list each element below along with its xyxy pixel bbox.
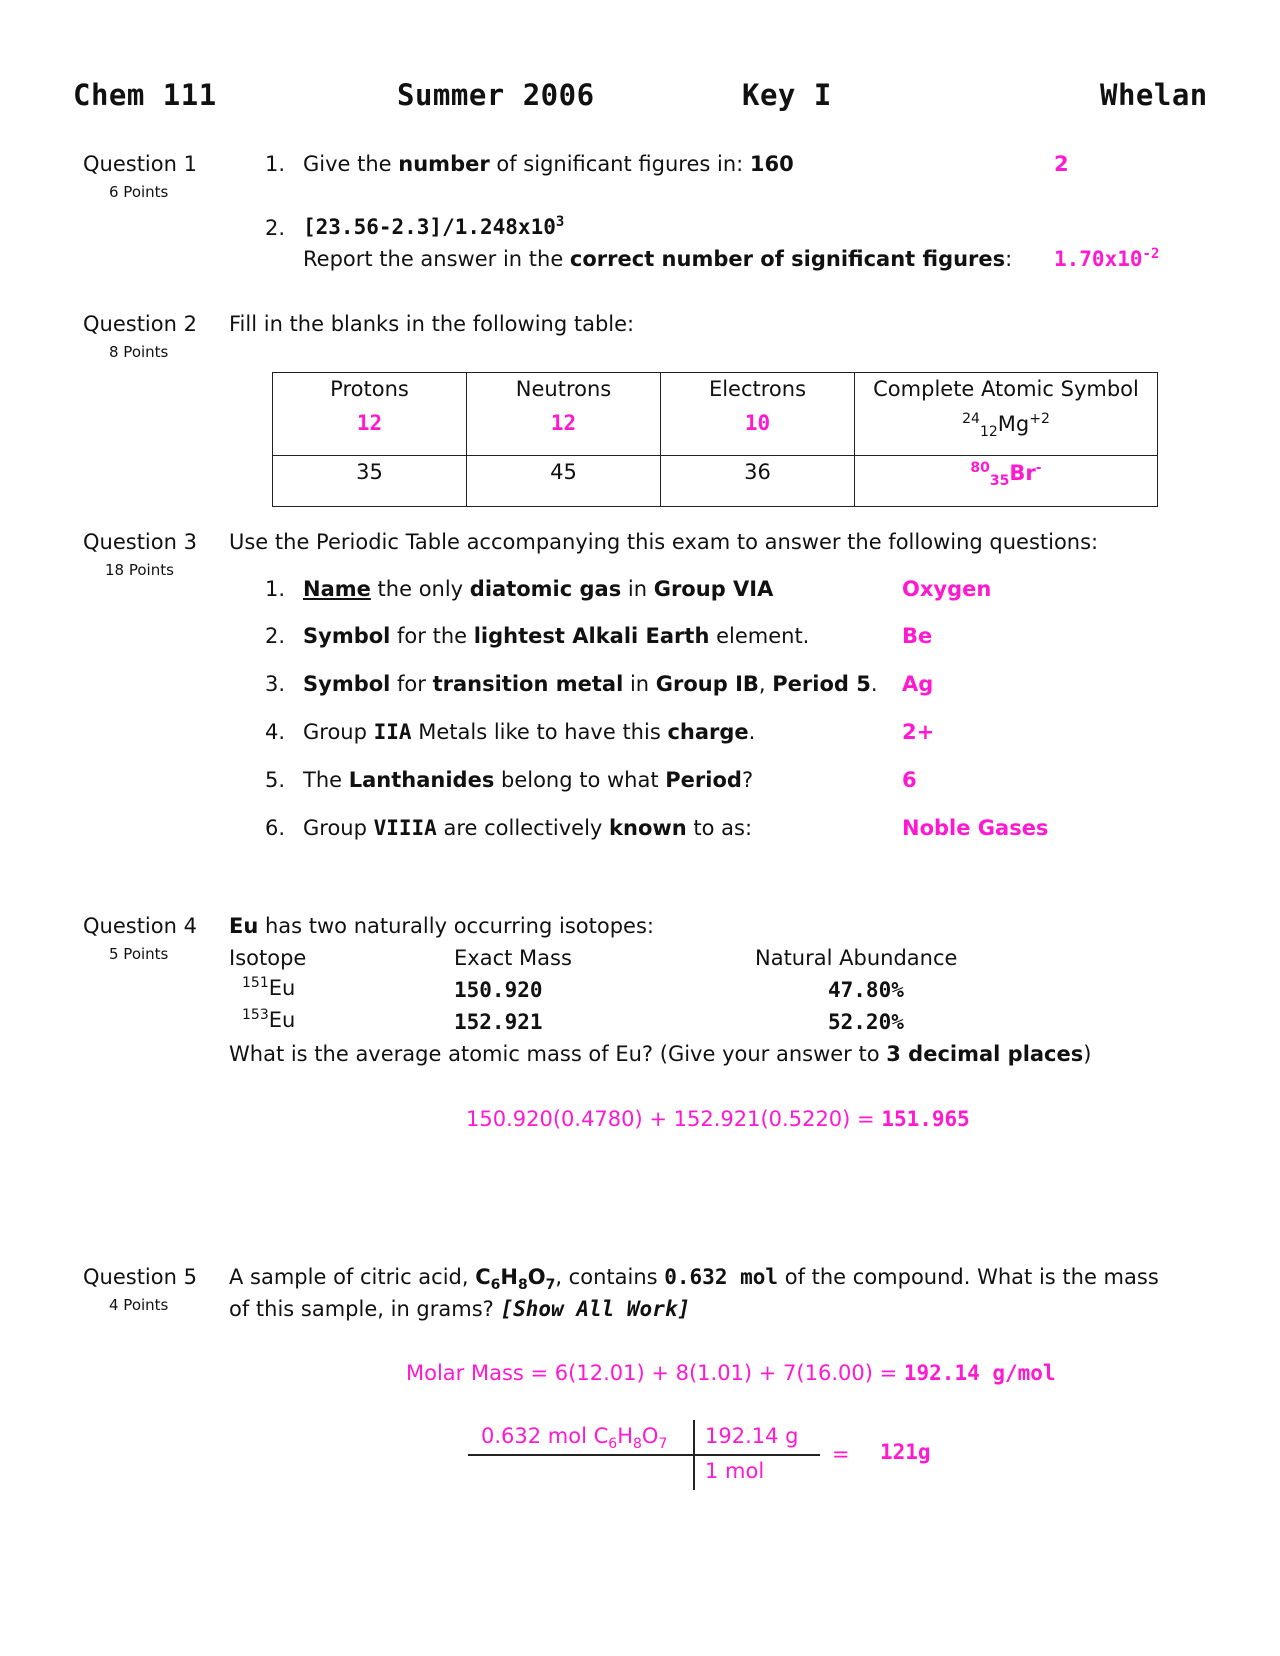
- q3-item4-num: 4.: [265, 720, 286, 744]
- q3-item6-text: Group VIIIA are collectively known to as:: [303, 816, 753, 840]
- q2-row2-protons: 35: [273, 456, 467, 507]
- q4-row2-isotope: $^{153}$Eu: [242, 1007, 296, 1032]
- q1-item1-num: 1.: [265, 152, 286, 176]
- q5-line1: A sample of citric acid, $C_6H_8O_7$, contains 0.632 mol of the compound. What is the mass: [229, 1265, 1159, 1294]
- q5-conv-denominator-right: 1 mol: [705, 1459, 765, 1483]
- q5-molar-mass: Molar Mass = 6(12.01) + 8(1.01) + 7(16.00) = 192.14 g/mol: [406, 1361, 1056, 1385]
- term-title: Summer 2006: [397, 78, 595, 112]
- course-title: Chem 111: [73, 78, 217, 112]
- q2-header-protons: Protons: [273, 373, 467, 412]
- q2-row2-neutrons: 45: [467, 456, 661, 507]
- q5-line2: of this sample, in grams? [Show All Work]: [229, 1297, 691, 1321]
- q4-col-isotope: Isotope: [229, 946, 307, 970]
- q2-row-2: [273, 456, 1158, 507]
- q1-item1-answer: 2: [1054, 152, 1069, 176]
- q4-question: What is the average atomic mass of Eu? (Give your answer to 3 decimal places): [229, 1042, 1092, 1066]
- q2-table: [272, 372, 1158, 507]
- q2-header-symbol: Complete Atomic Symbol: [855, 373, 1158, 412]
- q2-points: 8 Points: [109, 343, 169, 361]
- q1-item1-text: Give the number of significant figures in: 160: [303, 152, 794, 176]
- q2-row1-electrons: 10: [661, 411, 855, 456]
- q5-equals: =: [832, 1442, 850, 1466]
- q2-header-electrons: Electrons: [661, 373, 855, 412]
- q4-label: Question 4: [83, 914, 197, 938]
- key-title: Key I: [742, 78, 832, 112]
- q3-item6-num: 6.: [265, 816, 286, 840]
- q3-item2-num: 2.: [265, 624, 286, 648]
- q3-item4-text: Group IIA Metals like to have this charge.: [303, 720, 756, 744]
- q2-row-1: [273, 411, 1158, 456]
- q3-label: Question 3: [83, 530, 197, 554]
- q2-row2-electrons: 36: [661, 456, 855, 507]
- q4-points: 5 Points: [109, 945, 169, 963]
- q2-row1-neutrons: 12: [467, 411, 661, 456]
- q1-item2-answer: $1.70x10^{-2}$: [1054, 246, 1160, 271]
- q4-intro: Eu has two naturally occurring isotopes:: [229, 914, 654, 938]
- q3-item1-answer: Oxygen: [902, 577, 992, 601]
- q1-item2-expression: $[23.56-2.3]/1.248x10^3$: [303, 214, 565, 239]
- q4-col-mass: Exact Mass: [454, 946, 572, 970]
- q2-row1-symbol: $^{24}_{12}Mg^{+2}$: [855, 411, 1158, 456]
- q3-item6-answer: Noble Gases: [902, 816, 1049, 840]
- q4-work: 150.920(0.4780) + 152.921(0.5220) = 151.965: [466, 1107, 970, 1131]
- q4-row1-isotope: $^{151}$Eu: [242, 975, 296, 1000]
- q3-item4-answer: 2+: [902, 720, 935, 744]
- q4-row1-abundance: 47.80%: [828, 978, 904, 1002]
- q1-points: 6 Points: [109, 183, 169, 201]
- q5-conv-numerator-right: 192.14 g: [705, 1424, 799, 1448]
- q3-item3-text: Symbol for transition metal in Group IB, Period 5.: [303, 672, 878, 696]
- q2-header-neutrons: Neutrons: [467, 373, 661, 412]
- q2-header-row: [273, 373, 1158, 412]
- q5-answer: 121g: [880, 1440, 931, 1464]
- instructor-name: Whelan: [1100, 78, 1208, 112]
- q4-col-abundance: Natural Abundance: [755, 946, 958, 970]
- q5-points: 4 Points: [109, 1296, 169, 1314]
- q3-item3-answer: Ag: [902, 672, 934, 696]
- q3-prompt: Use the Periodic Table accompanying this exam to answer the following questions:: [229, 530, 1099, 554]
- q2-prompt: Fill in the blanks in the following table:: [229, 312, 635, 336]
- q4-row2-abundance: 52.20%: [828, 1010, 904, 1034]
- q3-item5-num: 5.: [265, 768, 286, 792]
- q3-item5-answer: 6: [902, 768, 917, 792]
- q3-item2-text: Symbol for the lightest Alkali Earth element.: [303, 624, 810, 648]
- q2-row1-protons: 12: [273, 411, 467, 456]
- q3-item1-text: Name the only diatomic gas in Group VIA: [303, 577, 774, 601]
- q1-item2-instruction: Report the answer in the correct number of significant figures:: [303, 247, 1013, 271]
- q3-points: 18 Points: [105, 561, 174, 579]
- q4-row2-mass: 152.921: [454, 1010, 543, 1034]
- q1-item2-num: 2.: [265, 216, 286, 240]
- q2-label: Question 2: [83, 312, 197, 336]
- q3-item2-answer: Be: [902, 624, 933, 648]
- q3-item3-num: 3.: [265, 672, 286, 696]
- q1-label: Question 1: [83, 152, 197, 176]
- q5-label: Question 5: [83, 1265, 197, 1289]
- q5-conv-vertical-line: [693, 1420, 695, 1490]
- q2-row2-symbol: $^{80}_{35}$Br-: [855, 456, 1158, 507]
- q3-item1-num: 1.: [265, 577, 286, 601]
- q5-conv-horizontal-line: [468, 1454, 820, 1456]
- q5-conv-numerator-left: 0.632 mol $C_6H_8O_7$: [481, 1424, 668, 1453]
- q3-item5-text: The Lanthanides belong to what Period?: [303, 768, 754, 792]
- q4-row1-mass: 150.920: [454, 978, 543, 1002]
